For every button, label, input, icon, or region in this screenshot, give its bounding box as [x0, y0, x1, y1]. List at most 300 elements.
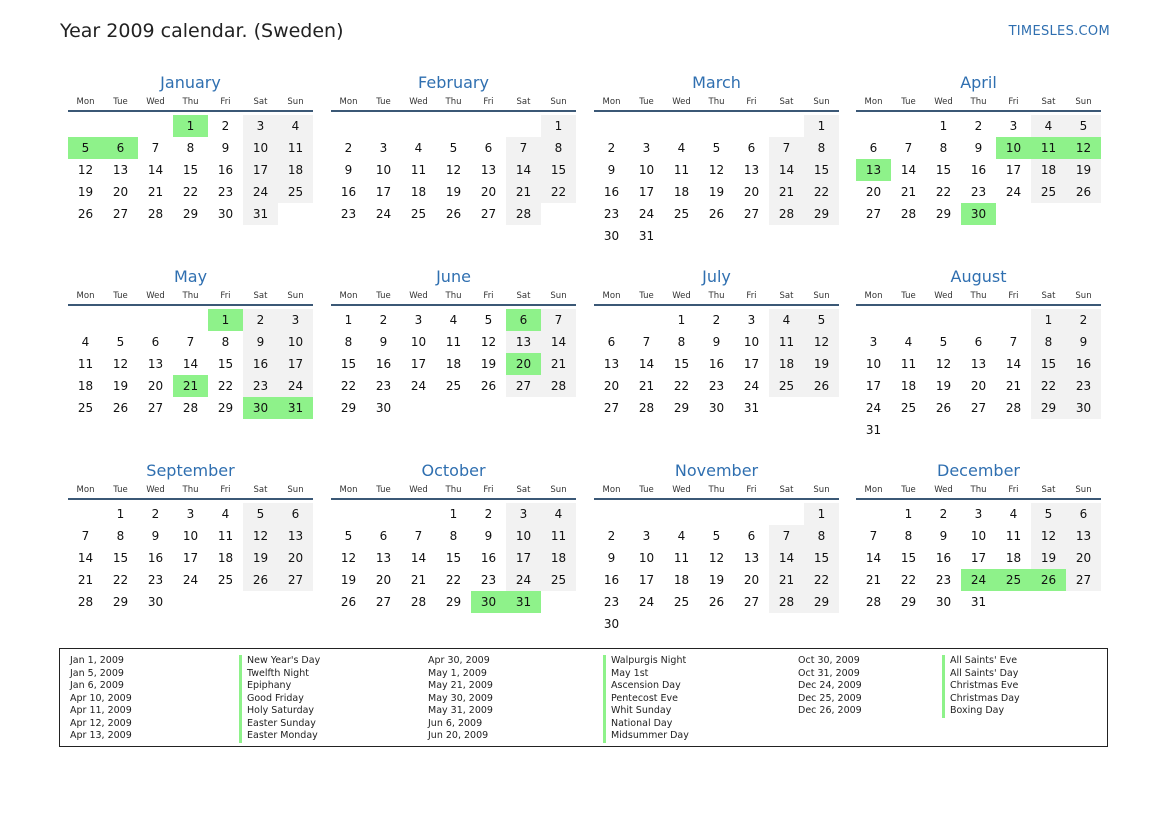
month-name: October — [421, 461, 486, 480]
day-cell: 18 — [278, 159, 313, 181]
day-cell: 29 — [804, 203, 839, 225]
day-cell: 7 — [869, 529, 878, 543]
day-grid — [856, 503, 1101, 613]
day-cell: 15 — [112, 551, 129, 565]
day-cell: 14 — [900, 163, 917, 177]
day-cell: 9 — [974, 141, 983, 155]
day-cell: 28 — [541, 375, 576, 397]
day-cell: 25 — [769, 375, 804, 397]
holiday-name: Christmas Eve — [942, 680, 1020, 693]
day-cell: 1 — [677, 313, 686, 327]
day-cell: 4 — [541, 503, 576, 525]
month-name: February — [418, 73, 489, 92]
day-grid — [856, 309, 1101, 441]
day-cell: 23 — [243, 375, 278, 397]
day-cell: 15 — [217, 357, 234, 371]
weekday-header — [594, 288, 839, 306]
day-cell: 5 — [484, 313, 493, 327]
day-cell: 6 — [607, 335, 616, 349]
holiday-date: Jan 1, 2009 — [70, 655, 124, 666]
day-cell: 12 — [480, 335, 497, 349]
day-cell: 26 — [804, 375, 839, 397]
holiday-day-cell: 6 — [103, 137, 138, 159]
holiday-day-cell: 13 — [856, 159, 891, 181]
day-cell: 9 — [939, 529, 948, 543]
day-cell: 22 — [673, 379, 690, 393]
day-cell: 1 — [804, 503, 839, 525]
day-cell: 28 — [506, 203, 541, 225]
day-cell: 15 — [900, 551, 917, 565]
weekday-label: Wed — [934, 485, 953, 495]
day-cell: 4 — [677, 141, 686, 155]
day-cell: 13 — [603, 357, 620, 371]
day-cell: 19 — [480, 357, 497, 371]
weekday-header — [856, 288, 1101, 306]
day-cell: 17 — [638, 185, 655, 199]
day-cell: 28 — [77, 595, 94, 609]
day-cell: 15 — [445, 551, 462, 565]
day-cell: 28 — [865, 595, 882, 609]
day-cell: 31 — [638, 229, 655, 243]
weekday-header — [68, 482, 313, 500]
holiday-day-cell: 31 — [506, 591, 541, 613]
holiday-date: Jan 6, 2009 — [70, 680, 124, 691]
day-cell: 18 — [217, 551, 234, 565]
holiday-date: May 21, 2009 — [428, 680, 493, 691]
day-cell: 21 — [410, 573, 427, 587]
day-cell: 30 — [935, 595, 952, 609]
day-cell: 7 — [769, 137, 804, 159]
day-cell: 12 — [77, 163, 94, 177]
weekday-label: Fri — [746, 485, 757, 495]
holiday-name: Twelfth Night — [239, 668, 320, 681]
weekday-label: Sun — [287, 291, 304, 301]
day-grid — [594, 115, 839, 247]
day-cell: 2 — [607, 141, 616, 155]
day-cell: 29 — [900, 595, 917, 609]
day-cell: 9 — [607, 163, 616, 177]
day-cell: 26 — [708, 207, 725, 221]
weekday-label: Tue — [901, 291, 916, 301]
holiday-name-column — [942, 655, 1020, 718]
day-cell: 17 — [743, 357, 760, 371]
holiday-name: All Saints' Eve — [942, 655, 1020, 668]
weekday-label: Tue — [901, 485, 916, 495]
day-cell: 21 — [147, 185, 164, 199]
day-cell: 31 — [243, 203, 278, 225]
day-cell: 3 — [186, 507, 195, 521]
day-cell: 8 — [449, 529, 458, 543]
day-cell: 29 — [804, 591, 839, 613]
day-cell: 14 — [1005, 357, 1022, 371]
day-cell: 13 — [147, 357, 164, 371]
day-cell: 27 — [1066, 569, 1101, 591]
day-cell: 1 — [449, 507, 458, 521]
day-cell: 17 — [410, 357, 427, 371]
day-cell: 11 — [445, 335, 462, 349]
day-cell: 17 — [278, 353, 313, 375]
day-cell: 11 — [1005, 529, 1022, 543]
day-cell: 10 — [506, 525, 541, 547]
day-cell: 13 — [970, 357, 987, 371]
day-cell: 20 — [743, 185, 760, 199]
day-cell: 27 — [865, 207, 882, 221]
day-cell: 14 — [769, 159, 804, 181]
month-november — [594, 460, 839, 635]
day-cell: 19 — [340, 573, 357, 587]
day-cell: 23 — [708, 379, 725, 393]
holiday-date-column — [798, 655, 862, 718]
holiday-day-cell: 30 — [471, 591, 506, 613]
day-cell: 29 — [673, 401, 690, 415]
holiday-legend — [59, 648, 1108, 747]
day-cell: 19 — [708, 185, 725, 199]
day-cell: 4 — [81, 335, 90, 349]
day-cell: 19 — [804, 353, 839, 375]
weekday-label: Tue — [113, 291, 128, 301]
holiday-day-cell: 12 — [1066, 137, 1101, 159]
weekday-label: Thu — [182, 291, 199, 301]
month-may — [68, 266, 313, 419]
weekday-label: Thu — [182, 97, 199, 107]
day-cell: 17 — [506, 547, 541, 569]
day-cell: 3 — [414, 313, 423, 327]
holiday-name: Good Friday — [239, 693, 320, 706]
day-cell: 14 — [638, 357, 655, 371]
day-cell: 10 — [865, 357, 882, 371]
day-cell: 14 — [506, 159, 541, 181]
weekday-label: Mon — [339, 291, 358, 301]
holiday-date: Apr 12, 2009 — [70, 717, 132, 729]
holiday-date: Oct 30, 2009 — [798, 655, 860, 666]
weekday-label: Tue — [639, 291, 654, 301]
weekday-label: Tue — [113, 97, 128, 107]
day-cell: 30 — [147, 595, 164, 609]
day-cell: 5 — [712, 141, 721, 155]
holiday-name: Boxing Day — [942, 705, 1020, 718]
day-cell: 25 — [410, 207, 427, 221]
day-cell: 18 — [1005, 551, 1022, 565]
holiday-name: New Year's Day — [239, 655, 320, 668]
weekday-label: Mon — [339, 485, 358, 495]
holiday-day-cell: 25 — [996, 569, 1031, 591]
weekday-header — [856, 94, 1101, 112]
holiday-day-cell: 10 — [996, 137, 1031, 159]
weekday-label: Tue — [376, 97, 391, 107]
day-cell: 9 — [484, 529, 493, 543]
weekday-label: Wed — [934, 97, 953, 107]
weekday-label: Mon — [339, 97, 358, 107]
holiday-name: All Saints' Day — [942, 668, 1020, 681]
day-cell: 7 — [414, 529, 423, 543]
day-cell: 1 — [1031, 309, 1066, 331]
weekday-label: Wed — [146, 485, 165, 495]
day-cell: 11 — [410, 163, 427, 177]
day-cell: 3 — [869, 335, 878, 349]
day-cell: 31 — [743, 401, 760, 415]
weekday-label: Fri — [483, 97, 494, 107]
weekday-label: Sun — [550, 291, 567, 301]
day-cell: 16 — [603, 185, 620, 199]
day-cell: 26 — [935, 401, 952, 415]
day-cell: 23 — [147, 573, 164, 587]
day-cell: 26 — [243, 569, 278, 591]
day-cell: 13 — [278, 525, 313, 547]
day-cell: 16 — [708, 357, 725, 371]
day-cell: 12 — [1031, 525, 1066, 547]
day-cell: 25 — [1031, 181, 1066, 203]
day-cell: 24 — [278, 375, 313, 397]
day-cell: 13 — [506, 331, 541, 353]
weekday-label: Mon — [864, 97, 883, 107]
day-cell: 30 — [603, 229, 620, 243]
day-cell: 4 — [769, 309, 804, 331]
holiday-day-cell: 11 — [1031, 137, 1066, 159]
day-cell: 9 — [151, 529, 160, 543]
day-cell: 5 — [449, 141, 458, 155]
weekday-label: Sat — [1041, 291, 1056, 301]
day-cell: 2 — [344, 141, 353, 155]
day-cell: 15 — [804, 159, 839, 181]
holiday-day-cell: 1 — [173, 115, 208, 137]
holiday-day-cell: 24 — [961, 569, 996, 591]
month-name: April — [960, 73, 997, 92]
holiday-date: Jan 5, 2009 — [70, 667, 124, 679]
weekday-label: Wed — [672, 97, 691, 107]
month-name: August — [950, 267, 1007, 286]
weekday-header — [331, 482, 576, 500]
weekday-label: Wed — [672, 485, 691, 495]
day-cell: 28 — [147, 207, 164, 221]
day-cell: 21 — [769, 181, 804, 203]
month-name: May — [173, 267, 208, 286]
day-cell: 14 — [77, 551, 94, 565]
weekday-label: Mon — [76, 97, 95, 107]
day-cell: 26 — [340, 595, 357, 609]
day-cell: 16 — [970, 163, 987, 177]
day-cell: 27 — [603, 401, 620, 415]
day-cell: 26 — [708, 595, 725, 609]
day-cell: 21 — [506, 181, 541, 203]
month-april — [856, 72, 1101, 225]
day-cell: 21 — [77, 573, 94, 587]
weekday-label: Thu — [445, 485, 462, 495]
day-cell: 15 — [935, 163, 952, 177]
day-cell: 4 — [449, 313, 458, 327]
holiday-day-cell: 30 — [961, 203, 996, 225]
day-cell: 7 — [904, 141, 913, 155]
weekday-label: Tue — [639, 485, 654, 495]
day-cell: 17 — [970, 551, 987, 565]
day-cell: 5 — [1031, 503, 1066, 525]
day-cell: 22 — [804, 181, 839, 203]
day-cell: 8 — [939, 141, 948, 155]
page-title: Year 2009 calendar. (Sweden) — [60, 20, 344, 42]
day-cell: 8 — [904, 529, 913, 543]
holiday-name: Ascension Day — [603, 680, 689, 693]
day-cell: 7 — [642, 335, 651, 349]
weekday-label: Mon — [76, 485, 95, 495]
weekday-label: Fri — [1008, 97, 1019, 107]
weekday-label: Thu — [970, 485, 987, 495]
day-cell: 20 — [375, 573, 392, 587]
day-cell: 23 — [970, 185, 987, 199]
day-cell: 4 — [677, 529, 686, 543]
day-cell: 26 — [1066, 181, 1101, 203]
holiday-day-cell: 5 — [68, 137, 103, 159]
day-cell: 8 — [804, 525, 839, 547]
day-cell: 7 — [769, 525, 804, 547]
weekday-header — [331, 288, 576, 306]
day-cell: 22 — [217, 379, 234, 393]
day-cell: 27 — [278, 569, 313, 591]
weekday-label: Thu — [708, 485, 725, 495]
day-cell: 11 — [217, 529, 234, 543]
holiday-name: Midsummer Day — [603, 730, 689, 743]
day-grid — [68, 309, 313, 419]
day-cell: 6 — [747, 141, 756, 155]
day-cell: 25 — [217, 573, 234, 587]
day-cell: 21 — [865, 573, 882, 587]
day-cell: 1 — [939, 119, 948, 133]
day-cell: 17 — [182, 551, 199, 565]
weekday-label: Tue — [639, 97, 654, 107]
weekday-label: Sat — [1041, 97, 1056, 107]
weekday-header — [331, 94, 576, 112]
day-cell: 13 — [112, 163, 129, 177]
weekday-label: Sun — [813, 291, 830, 301]
day-cell: 8 — [541, 137, 576, 159]
day-cell: 10 — [243, 137, 278, 159]
holiday-date: Jun 6, 2009 — [428, 717, 483, 729]
weekday-header — [68, 94, 313, 112]
day-cell: 5 — [243, 503, 278, 525]
holiday-date: May 31, 2009 — [428, 705, 493, 716]
day-cell: 24 — [743, 379, 760, 393]
day-cell: 28 — [638, 401, 655, 415]
day-cell: 29 — [445, 595, 462, 609]
day-cell: 28 — [1005, 401, 1022, 415]
day-cell: 3 — [747, 313, 756, 327]
day-cell: 7 — [1009, 335, 1018, 349]
day-cell: 28 — [410, 595, 427, 609]
day-cell: 15 — [673, 357, 690, 371]
day-cell: 19 — [112, 379, 129, 393]
weekday-label: Sun — [1075, 291, 1092, 301]
day-cell: 20 — [278, 547, 313, 569]
weekday-label: Wed — [146, 291, 165, 301]
day-cell: 22 — [1031, 375, 1066, 397]
month-december — [856, 460, 1101, 613]
day-cell: 14 — [541, 331, 576, 353]
weekday-label: Sun — [813, 485, 830, 495]
holiday-date: Dec 24, 2009 — [798, 680, 862, 691]
day-cell: 14 — [769, 547, 804, 569]
day-cell: 2 — [712, 313, 721, 327]
day-grid — [594, 309, 839, 419]
day-cell: 30 — [375, 401, 392, 415]
day-cell: 27 — [970, 401, 987, 415]
day-cell: 19 — [1066, 159, 1101, 181]
holiday-date-column — [428, 655, 493, 743]
weekday-label: Sat — [779, 291, 794, 301]
day-cell: 4 — [1009, 507, 1018, 521]
site-link[interactable]: TIMESLES.COM — [1008, 24, 1110, 39]
holiday-date: Apr 10, 2009 — [70, 692, 132, 704]
day-cell: 3 — [243, 115, 278, 137]
day-cell: 24 — [638, 207, 655, 221]
month-june — [331, 266, 576, 419]
day-cell: 11 — [673, 551, 690, 565]
holiday-name: Pentecost Eve — [603, 693, 689, 706]
day-cell: 1 — [804, 115, 839, 137]
day-cell: 10 — [278, 331, 313, 353]
day-cell: 10 — [638, 163, 655, 177]
holiday-day-cell: 31 — [278, 397, 313, 419]
month-name: November — [674, 461, 759, 480]
weekday-label: Tue — [901, 97, 916, 107]
day-cell: 19 — [445, 185, 462, 199]
day-cell: 14 — [147, 163, 164, 177]
day-cell: 24 — [865, 401, 882, 415]
day-grid — [68, 503, 313, 613]
day-cell: 17 — [865, 379, 882, 393]
day-cell: 12 — [112, 357, 129, 371]
day-cell: 6 — [379, 529, 388, 543]
weekday-label: Mon — [602, 291, 621, 301]
day-cell: 29 — [112, 595, 129, 609]
weekday-label: Wed — [409, 485, 428, 495]
day-cell: 5 — [1066, 115, 1101, 137]
day-cell: 16 — [375, 357, 392, 371]
day-cell: 3 — [974, 507, 983, 521]
day-cell: 8 — [116, 529, 125, 543]
weekday-label: Fri — [220, 485, 231, 495]
day-cell: 19 — [77, 185, 94, 199]
day-cell: 2 — [974, 119, 983, 133]
holiday-date-column — [70, 655, 132, 743]
weekday-label: Thu — [445, 97, 462, 107]
day-cell: 22 — [445, 573, 462, 587]
weekday-label: Mon — [76, 291, 95, 301]
weekday-label: Wed — [409, 291, 428, 301]
day-cell: 25 — [541, 569, 576, 591]
day-cell: 10 — [970, 529, 987, 543]
month-name: March — [692, 73, 741, 92]
day-cell: 18 — [673, 573, 690, 587]
day-cell: 20 — [147, 379, 164, 393]
day-cell: 17 — [375, 185, 392, 199]
day-cell: 14 — [182, 357, 199, 371]
day-cell: 16 — [147, 551, 164, 565]
day-grid — [68, 115, 313, 225]
day-cell: 7 — [81, 529, 90, 543]
day-cell: 7 — [541, 309, 576, 331]
weekday-label: Sun — [550, 485, 567, 495]
day-cell: 23 — [1066, 375, 1101, 397]
day-cell: 6 — [278, 503, 313, 525]
day-cell: 10 — [638, 551, 655, 565]
day-cell: 29 — [217, 401, 234, 415]
weekday-label: Fri — [483, 291, 494, 301]
day-cell: 28 — [900, 207, 917, 221]
day-cell: 2 — [484, 507, 493, 521]
weekday-label: Tue — [113, 485, 128, 495]
day-cell: 25 — [278, 181, 313, 203]
day-cell: 27 — [147, 401, 164, 415]
day-cell: 26 — [77, 207, 94, 221]
day-cell: 31 — [865, 423, 882, 437]
